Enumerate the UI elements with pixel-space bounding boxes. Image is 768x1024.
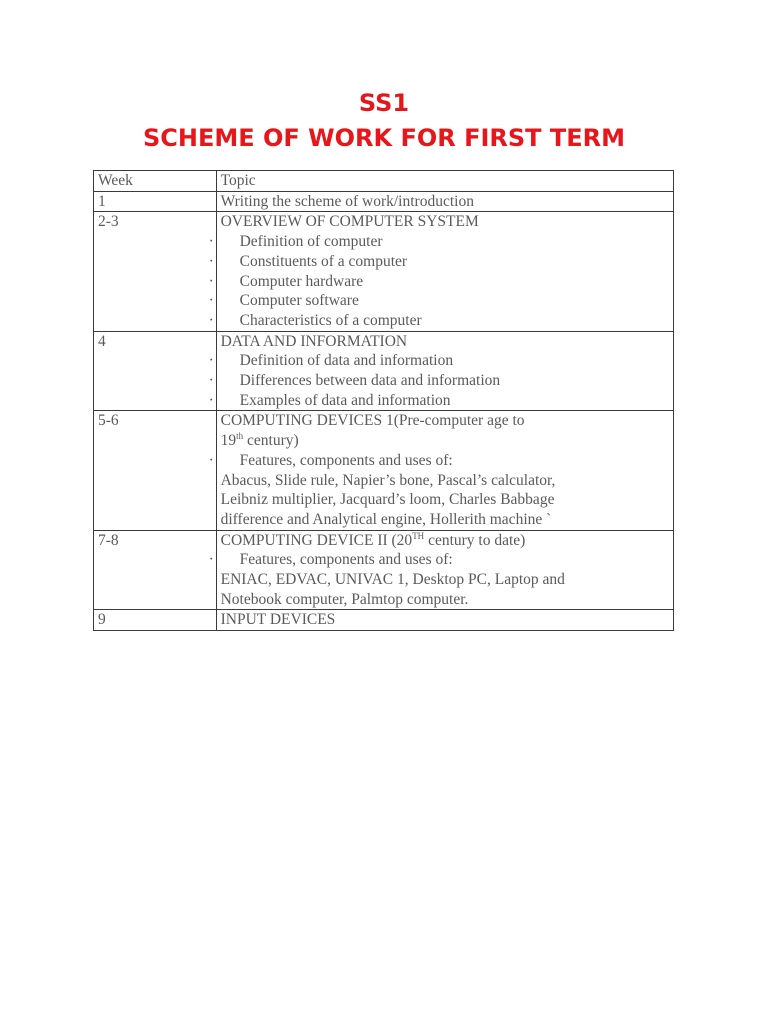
topic-heading: DATA AND INFORMATION (220, 332, 408, 350)
bullet-icon: · (208, 352, 214, 370)
table-row (94, 191, 674, 212)
topic-cell (208, 331, 673, 411)
title-scheme: SCHEME OF WORK FOR FIRST TERM (142, 124, 626, 152)
topic-cell (208, 530, 673, 610)
topic-heading: COMPUTING DEVICE II (20TH century to date) (220, 530, 526, 549)
table-row (94, 610, 674, 631)
topic-heading: INPUT DEVICES (220, 611, 336, 629)
topic-body: Notebook computer, Palmtop computer. (220, 590, 469, 608)
topic-body: Abacus, Slide rule, Napier’s bone, Pascal’s calculator, (220, 471, 556, 489)
bullet-icon: · (208, 391, 214, 409)
table-row (94, 530, 674, 610)
list-item: · Differences between data and information (208, 372, 501, 390)
list-item: · Computer hardware (208, 272, 364, 290)
title-class: SS1 (358, 89, 410, 117)
scheme-table (93, 170, 674, 631)
list-item: · Computer software (208, 292, 359, 310)
topic-heading: COMPUTING DEVICES 1(Pre-computer age to (220, 412, 525, 430)
topic-heading: OVERVIEW OF COMPUTER SYSTEM (220, 213, 479, 231)
table-row (94, 411, 674, 530)
bullet-icon: · (208, 451, 214, 469)
table-row (94, 212, 674, 331)
topic-cell (216, 610, 673, 631)
header-topic: Topic (216, 171, 673, 192)
list-item: · Features, components and uses of: (208, 551, 453, 569)
list-item: · Examples of data and information (208, 391, 451, 409)
topic-cell (208, 411, 673, 530)
table-row (94, 331, 674, 411)
topic-cell (216, 191, 673, 212)
topic-body: ENIAC, EDVAC, UNIVAC 1, Desktop PC, Laptop and (220, 571, 565, 589)
topic-heading: Writing the scheme of work/introduction (220, 192, 474, 210)
week-value: 4 (94, 331, 217, 411)
bullet-icon: · (208, 272, 214, 290)
week-value: 5-6 (94, 411, 217, 530)
week-value: 1 (94, 191, 217, 212)
list-item: · Constituents of a computer (208, 252, 408, 270)
bullet-icon: · (208, 551, 214, 569)
topic-heading-cont: 19th century) (220, 431, 299, 450)
table-header-row (94, 171, 674, 192)
week-value: 9 (94, 610, 217, 631)
list-item: · Features, components and uses of: (208, 451, 453, 469)
bullet-icon: · (208, 311, 214, 329)
topic-body: Leibniz multiplier, Jacquard’s loom, Charles Babbage (220, 491, 555, 509)
document-title (0, 86, 768, 156)
bullet-icon: · (208, 292, 214, 310)
week-value: 7-8 (94, 530, 217, 610)
header-week: Week (94, 171, 217, 192)
topic-body: difference and Analytical engine, Hollerith machine ` (220, 510, 552, 528)
bullet-icon: · (208, 252, 214, 270)
list-item: · Definition of computer (208, 233, 383, 251)
list-item: · Definition of data and information (208, 352, 454, 370)
topic-cell (208, 212, 673, 331)
week-value: 2-3 (94, 212, 217, 331)
bullet-icon: · (208, 233, 214, 251)
bullet-icon: · (208, 372, 214, 390)
list-item: · Characteristics of a computer (208, 311, 422, 329)
